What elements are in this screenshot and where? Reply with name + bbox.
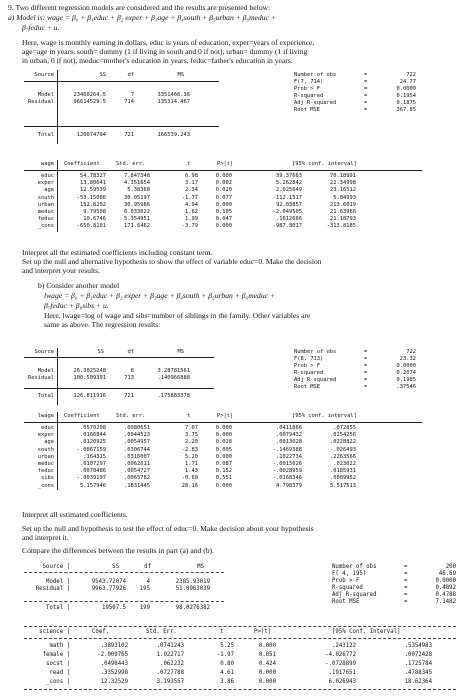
stat-label: Adj R-squared: [294, 377, 337, 383]
cell: 5.262842: [276, 180, 302, 187]
header-source: Source: [34, 349, 54, 355]
cell: 5.38368: [127, 187, 150, 194]
stat-label: Root MSE: [294, 384, 320, 390]
cell: 22.34998: [330, 180, 356, 187]
stat-eq: =: [364, 72, 368, 78]
cell: .0570208: [80, 425, 106, 431]
cell: 0.000: [215, 425, 232, 431]
cell: 6.98: [185, 173, 198, 179]
cell: .1022734: [276, 453, 302, 460]
cell: 100.509391: [73, 375, 106, 381]
desc-line-3: in urban, 0 if not), meduc=mother's education in years, feduc=father's education in years.: [22, 56, 293, 65]
stat-label: F( 4, 195): [332, 571, 367, 577]
cell: .0044523: [124, 432, 150, 439]
cell: 3.193557: [156, 679, 184, 685]
anova-table-b: [24, 348, 444, 408]
cell: .1612666: [276, 216, 302, 223]
cell: 3351466.36: [157, 92, 190, 98]
row-label: _cons |: [46, 679, 70, 685]
cell: 0.424: [258, 661, 276, 667]
cell: 4: [146, 579, 150, 585]
cell: 0.051: [258, 652, 276, 658]
cell: 213.6019: [330, 201, 356, 208]
stat-label: F(8, 713): [294, 356, 324, 362]
stat-label: Number of obs: [294, 72, 337, 78]
cell: .0411866: [276, 425, 302, 431]
question-line-3: β₇feduc + u.: [22, 23, 60, 32]
cell: 126.811916: [73, 393, 106, 399]
row-label: Residual: [28, 375, 54, 381]
stat-eq: =: [364, 86, 368, 92]
row-label: south: [37, 194, 54, 201]
cell: 5.517513: [330, 482, 356, 489]
cell: 2.34: [185, 187, 198, 194]
cell: .0107297: [80, 461, 106, 467]
cell: 1.62: [185, 209, 198, 215]
cell: 96614529.5: [73, 99, 106, 105]
cell: 3.75: [185, 432, 198, 439]
row-label: Residual |: [35, 586, 70, 592]
cell: 4.94: [185, 201, 198, 208]
interp2-line-3: and interpret it.: [22, 533, 69, 542]
cell: .243122: [332, 643, 356, 649]
interp1-line-1: Interpret all the estimated coefficients including constant term.: [22, 248, 213, 257]
cell: .0306744: [124, 446, 150, 453]
header-ms: MS: [177, 72, 184, 78]
cell: .0089952: [330, 475, 356, 482]
cell: 9543.72074: [91, 579, 126, 585]
cell: .1917651: [328, 670, 356, 676]
header-dep-var: lwage: [37, 413, 54, 419]
cell: .1725784: [404, 661, 432, 667]
header-coef: Coef.: [92, 629, 110, 635]
cell: -4.026772: [325, 652, 356, 658]
header-ci: [95% Conf. Interval]: [332, 629, 401, 635]
cell: 0.000: [258, 679, 276, 685]
stat-eq: =: [404, 585, 408, 591]
header-coef: Coefficient: [64, 161, 100, 167]
row-label: Total: [37, 393, 54, 399]
cell: 0.105: [215, 209, 232, 215]
cell: 0.000: [258, 670, 276, 676]
cell: 5.157946: [80, 482, 106, 489]
cell: 0.80: [220, 661, 234, 667]
cell: 19507.5: [102, 605, 126, 611]
cell: -.0028959: [272, 468, 302, 475]
stat-eq: =: [364, 356, 368, 362]
cell: 713: [124, 375, 134, 381]
cell: .0741243: [156, 643, 184, 649]
stat-label: Adj R-squared: [294, 100, 337, 106]
stat-value: 722: [406, 72, 416, 78]
stat-label: Prob > F: [332, 578, 360, 584]
cell: .0316007: [124, 453, 150, 460]
cell: 3.86: [220, 679, 234, 685]
row-label: urban: [37, 201, 54, 208]
cell: 98.0276382: [175, 605, 210, 611]
interp1-line-3: and interpret your results.: [22, 266, 101, 275]
cell: .0054727: [124, 468, 150, 475]
cell: 9963.77926: [91, 586, 126, 592]
header-ss: SS: [97, 349, 104, 355]
cell: .0065782: [124, 475, 150, 482]
cell: 8: [130, 368, 134, 374]
coef-table-b: [24, 412, 444, 497]
header-source: Source |: [42, 564, 70, 570]
cell: 721: [124, 393, 134, 399]
cell: 2.20: [185, 439, 198, 446]
row-label: urban: [37, 453, 54, 460]
stat-eq: =: [364, 370, 368, 376]
stat-value: 24.77: [399, 79, 416, 85]
cell: 2.025649: [276, 187, 302, 194]
cell: 5.84993: [333, 194, 356, 201]
header-df: df: [127, 72, 134, 78]
header-p: P>|t|: [254, 629, 272, 635]
cell: -0.60: [181, 475, 198, 482]
row-label: _cons: [37, 223, 54, 230]
row-label: meduc: [37, 209, 54, 215]
cell: 0.047: [215, 216, 232, 223]
cell: .062232: [160, 661, 184, 667]
cell: .140966888: [157, 375, 190, 381]
cell: 714: [124, 99, 134, 105]
header-df: df: [127, 349, 134, 355]
stat-value: 200: [445, 564, 456, 570]
cell: .0185931: [330, 468, 356, 475]
stat-label: F(7, 714): [294, 79, 324, 85]
cell: .0013028: [276, 439, 302, 446]
cell: .0228822: [330, 439, 356, 446]
cell: -2.009765: [97, 652, 128, 658]
stat-eq: =: [404, 578, 408, 584]
header-df: df: [144, 564, 151, 570]
cell: 721: [124, 132, 134, 138]
cell: 23.16512: [330, 187, 356, 194]
cell: 0.077: [215, 194, 232, 201]
header-se: Std. err.: [116, 161, 146, 167]
stat-value: 46.69: [438, 571, 456, 577]
row-label: educ: [41, 425, 54, 431]
cell: -.0867159: [76, 446, 106, 453]
stat-label: Number of obs: [294, 349, 337, 355]
stat-label: Root MSE: [294, 107, 320, 113]
cell: 51.0963039: [175, 586, 210, 592]
cell: 5.20: [185, 453, 198, 460]
cell: .5354983: [404, 643, 432, 649]
stat-label: Root MSE: [332, 599, 360, 605]
question-line-1: 9. Two different regression models are considered and the results are presented below:: [8, 3, 271, 12]
question-line-2: a) Model is: wage = β₀ + β₁educ + β₂ exper + β₃age + β₄south + β₅urban + β₆meduc +: [8, 13, 276, 22]
cell: 1.71: [185, 461, 198, 467]
stat-value: 0.0000: [396, 86, 416, 92]
stat-eq: =: [404, 564, 408, 570]
cell: .072855: [333, 425, 356, 431]
cell: 152.8202: [80, 201, 106, 208]
cell: 54.78327: [80, 173, 106, 179]
cell: .0078486: [80, 468, 106, 475]
row-label: socst |: [46, 661, 70, 667]
stat-eq: =: [364, 93, 368, 99]
cell: .1831445: [124, 482, 150, 489]
stat-label: R-squared: [294, 93, 324, 99]
cell: 13.80641: [80, 180, 106, 187]
cell: .0498443: [100, 661, 128, 667]
partb-line-2: lwage = β₀ + β₁educ + β₂ exper + β₃age + β₄south + β₅urban + β₆meduc +: [44, 291, 276, 300]
cell: -2.049505: [272, 209, 302, 215]
row-label: female |: [42, 652, 70, 658]
cell: -1.97: [216, 652, 234, 658]
stat-value: 0.1875: [396, 100, 416, 106]
cell: 7.847348: [124, 173, 150, 179]
cell: 0.002: [215, 180, 232, 187]
row-label: exper: [37, 180, 54, 187]
stat-label: Prob > F: [294, 86, 320, 92]
cell: .4788345: [404, 670, 432, 676]
header-ss: SS: [99, 72, 106, 78]
partb-desc-2: same as above. The regression results:: [44, 320, 161, 329]
row-label: read |: [49, 670, 70, 676]
header-ci: [95% conf. interval]: [292, 413, 357, 419]
stat-eq: =: [364, 384, 368, 390]
cell: .175883378: [157, 393, 190, 399]
interp2-line-1: Interpret all estimated coefficients.: [22, 510, 128, 519]
cell: 0.000: [215, 201, 232, 208]
cell: 0.087: [215, 461, 232, 467]
partb-line-3: β₇feduc + β₈sibs + u.: [44, 301, 109, 310]
row-label: math |: [49, 643, 70, 649]
stat-label: R-squared: [332, 585, 363, 591]
row-label: Total: [37, 132, 54, 138]
stat-value: 23.32: [399, 356, 416, 362]
stat-value: 0.1954: [396, 93, 416, 99]
cell: 5.25: [220, 643, 234, 649]
header-ms: MS: [197, 564, 204, 570]
anova-table-a: [24, 70, 444, 155]
cell: 0.000: [215, 223, 232, 230]
stat-eq: =: [364, 349, 368, 355]
stat-value: 722: [406, 349, 416, 355]
cell: -.026493: [330, 446, 356, 453]
cell: 0.020: [215, 187, 232, 194]
cell: .0166844: [80, 432, 106, 439]
row-label: educ: [41, 173, 54, 179]
cell: 3.17: [185, 180, 198, 187]
cell: .0079432: [276, 432, 302, 439]
cell: 2385.93019: [175, 579, 210, 585]
stat-eq: =: [404, 592, 408, 598]
cell: -1.77: [181, 194, 198, 201]
cell: -.0015626: [272, 461, 302, 467]
cell: 0.028: [215, 439, 232, 446]
cell: 171.6462: [124, 223, 150, 230]
cell: .0254256: [330, 432, 356, 439]
cell: -3.79: [181, 223, 198, 230]
cell: 1.022717: [156, 652, 184, 658]
header-t: t: [220, 629, 224, 635]
cell: .0062611: [124, 461, 150, 467]
stat-label: Adj R-squared: [332, 592, 377, 598]
stat-eq: =: [404, 599, 408, 605]
cell: .0080651: [124, 425, 150, 431]
cell: .3893102: [100, 643, 128, 649]
cell: 4.351654: [124, 180, 150, 187]
cell: 21.63966: [330, 209, 356, 215]
row-label: Model: [37, 368, 54, 374]
cell: 0.000: [215, 482, 232, 489]
cell: 0.005: [215, 446, 232, 453]
stat-value: .37546: [396, 384, 416, 390]
stat-eq: =: [364, 107, 368, 113]
row-label: Model |: [46, 579, 70, 585]
cell: -650.8101: [76, 223, 106, 230]
header-coef: Coefficient: [64, 413, 100, 419]
cell: 6.033022: [124, 209, 150, 215]
cell: 10.6746: [83, 216, 106, 223]
row-label: south: [37, 446, 54, 453]
interp2-line-2: Set up the null and hypothesis to test the effect of educ=0. Make decision about your hypothesis: [22, 524, 314, 533]
coef-table-a: [24, 160, 444, 240]
cell: 199: [139, 605, 150, 611]
stat-eq: =: [364, 79, 368, 85]
row-label: Residual: [28, 99, 54, 105]
stat-eq: =: [404, 571, 408, 577]
cell: .164315: [83, 453, 106, 460]
partb-line-1: b) Consider another model: [38, 281, 120, 290]
interp1-line-2: Set up the null and alternative hypothesis to show the effect of variable educ=0. Make the decision: [22, 257, 322, 266]
cell: 0.000: [258, 643, 276, 649]
cell: .0120925: [80, 439, 106, 446]
header-dep-var: science |: [39, 629, 70, 635]
stat-value: 0.4892: [435, 585, 456, 591]
row-label: Model: [37, 92, 54, 98]
cell: .0054957: [124, 439, 150, 446]
row-label: _cons: [37, 482, 54, 489]
stat-value: 0.4788: [435, 592, 456, 598]
desc-line-1: Here, wage is monthly earning in dollars, educ is years of education, exper=years of experience,: [22, 38, 315, 47]
stat-label: R-squared: [294, 370, 324, 376]
cell: 195: [139, 586, 150, 592]
row-label: meduc: [37, 461, 54, 467]
cell: 0.152: [215, 468, 232, 475]
stat-label: Number of obs: [332, 564, 377, 570]
cell: -2.83: [181, 446, 198, 453]
row-label: sibs: [41, 475, 54, 482]
cell: 23460264.5: [73, 92, 106, 98]
cell: 18.62364: [404, 679, 432, 685]
cell: 7: [130, 92, 134, 98]
desc-line-2: age=age in years, south= dummy (1 if living in south and 0 if not), urban= dummy (1 if living: [22, 47, 308, 56]
cell: 12.32529: [100, 679, 128, 685]
stat-value: 0.1985: [396, 377, 416, 383]
header-t: t: [187, 161, 191, 167]
row-label: feduc: [37, 216, 54, 223]
cell: 120074794: [76, 132, 106, 138]
cell: -313.8185: [326, 223, 356, 230]
cell: -.0728899: [325, 661, 356, 667]
row-label: exper: [37, 432, 54, 439]
row-label: age: [44, 439, 54, 446]
cell: 4.798379: [276, 482, 302, 489]
cell: 39.37663: [276, 173, 302, 179]
header-dep-var: wage: [41, 161, 54, 167]
row-label: Total |: [46, 605, 70, 611]
cell: -.0168346: [272, 475, 302, 482]
stat-value: 367.85: [396, 107, 416, 113]
cell: 0.000: [215, 173, 232, 179]
stat-eq: =: [364, 377, 368, 383]
cell: .023022: [333, 461, 356, 467]
cell: 28.16: [181, 482, 198, 489]
cell: 92.03857: [276, 201, 302, 208]
cell: -53.15086: [76, 194, 106, 201]
anova-table-c: [24, 563, 464, 618]
cell: .0727788: [156, 670, 184, 676]
header-ci: [95% conf. interval]: [292, 161, 357, 167]
interp2-line-4: Compare the differences between the results in part (a) and (b).: [22, 546, 214, 555]
cell: 166539.243: [157, 132, 190, 138]
coef-table-c: [24, 628, 464, 696]
stat-value: 0.2074: [396, 370, 416, 376]
stat-value: 0.0000: [435, 578, 456, 584]
cell: .3352998: [100, 670, 128, 676]
cell: 30.95986: [124, 201, 150, 208]
cell: 135314.467: [157, 99, 190, 105]
cell: 30.05197: [124, 194, 150, 201]
cell: 0.000: [215, 453, 232, 460]
cell: -.1469388: [272, 446, 302, 453]
cell: 12.59539: [80, 187, 106, 194]
header-se: Std. err.: [116, 413, 146, 419]
cell: 6.026943: [328, 679, 356, 685]
header-t: t: [187, 413, 191, 419]
header-source: Source: [34, 72, 54, 78]
stat-eq: =: [364, 100, 368, 106]
cell: .0072428: [404, 652, 432, 658]
cell: 0.000: [215, 432, 232, 439]
header-ss: SS: [112, 564, 119, 570]
header-p: P>|t|: [217, 161, 234, 167]
cell: -.0039197: [76, 475, 106, 482]
header-ms: MS: [177, 349, 184, 355]
cell: -987.8017: [272, 223, 302, 230]
stat-value: 7.1482: [435, 599, 456, 605]
partb-desc-1: Here, lwage=log of wage and sibs=number of siblings in the family. Other variables are: [44, 311, 311, 320]
cell: 7.07: [185, 425, 198, 431]
cell: 1.99: [185, 216, 198, 223]
cell: 0.551: [215, 475, 232, 482]
stat-eq: =: [364, 363, 368, 369]
cell: 1.43: [185, 468, 198, 475]
cell: -112.1517: [272, 194, 302, 201]
row-label: feduc: [37, 468, 54, 475]
cell: 4.61: [220, 670, 234, 676]
cell: 5.354951: [124, 216, 150, 223]
header-se: Std. Err.: [146, 629, 177, 635]
cell: 21.18793: [330, 216, 356, 223]
cell: .2263566: [330, 453, 356, 460]
stat-label: Prob > F: [294, 363, 320, 369]
row-label: age: [44, 187, 54, 194]
cell: 3.28781561: [157, 368, 190, 374]
cell: 26.3025248: [73, 368, 106, 374]
cell: 70.18991: [330, 173, 356, 179]
cell: 9.79508: [83, 209, 106, 215]
stat-value: 0.0000: [396, 363, 416, 369]
header-p: P>|t|: [217, 413, 234, 419]
